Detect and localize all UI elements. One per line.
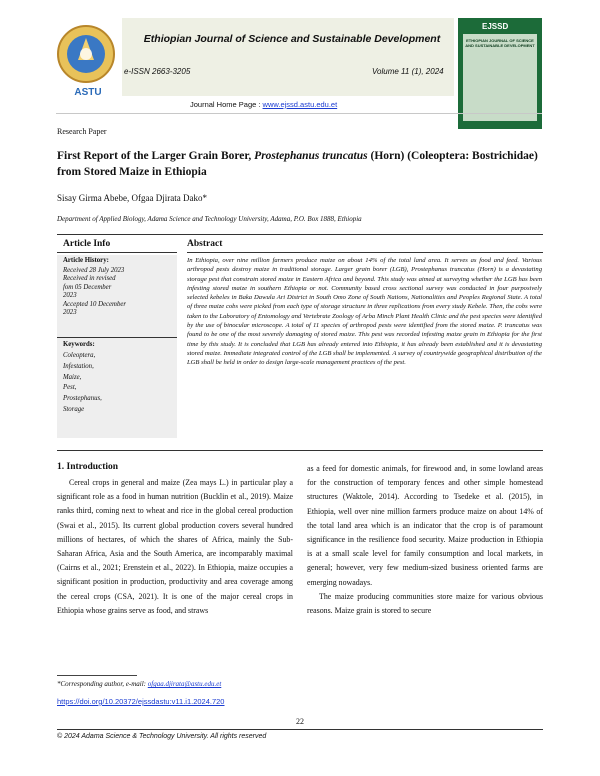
page-number: 22 xyxy=(296,717,304,726)
history-line: fom 05 December xyxy=(63,283,112,291)
keyword: Coleoptera, xyxy=(63,352,96,359)
abstract-heading: Abstract xyxy=(187,239,223,249)
keyword: Maize, xyxy=(63,373,82,381)
section-top-rule xyxy=(57,234,543,235)
history-label: Article History: xyxy=(63,257,109,264)
history-line: Accepted 10 December xyxy=(63,300,127,308)
intro-paragraph: as a feed for domestic animals, for firewood and, in some lowland areas for the construction of temporary fences and other simple homestead structures (Waktole, 2014). According to Tsedeke et al. (2015), in Ethiopia, well over nine million farmers produce maize on about 14% of the total land area which is an indicator that the crop is of paramount significance in the resilience food security. Maize production in Ethiopia is at a small scale level for family consumption and local markets, in general; however, very few medium-sized business oriented farms are emerging nowadays. xyxy=(307,464,543,587)
section-bottom-rule xyxy=(57,450,543,451)
keywords-list xyxy=(63,351,102,416)
copyright-rule xyxy=(57,729,543,730)
history-line: 2023 xyxy=(63,292,77,300)
doi-link[interactable]: https://doi.org/10.20372/ejssdastu:v11.i1.2024.720 xyxy=(57,697,225,706)
keywords-label: Keywords: xyxy=(63,341,95,348)
title-species: Prostephanus truncatus xyxy=(254,150,368,162)
cover-title: ETHIOPIAN JOURNAL OF SCIENCE AND SUSTAINABLE DEVELOPMENT xyxy=(465,38,535,48)
keyword: Pest, xyxy=(63,384,77,392)
introduction-heading: 1. Introduction xyxy=(57,462,119,472)
cover-inner-panel xyxy=(463,34,537,121)
article-info-heading: Article Info xyxy=(63,239,111,249)
affiliation: Department of Applied Biology, Adama Science and Technology University, Adama, P.O. Box 1888, Ethiopia xyxy=(57,215,362,223)
volume-info: Volume 11 (1), 2024 xyxy=(372,67,444,76)
intro-paragraph: Cereal crops in general and maize (Zea mays L.) in particular play a significant role as a food in human nutrition (Bucklin et al., 2019). Maize ranks third, coming next to wheat and rice in the global cereal production (Swai et al., 2015). Its current global production covers several hundred millions of hectares, of which the shares of Africa, mainly the Sub-Saharan Africa, Asia and the South America, are incomparably maximal (Cairns et al., 2021; Erenstein et al., 2022). In Ethiopia, maize occupies a significant position in production, productivity and area coverage among the cereal crops (CSA, 2021). It is one of the major cereal crops in Ethiopia whose grains serve as food, and straws xyxy=(57,478,293,615)
footnote-rule xyxy=(57,675,137,676)
corresponding-author-note xyxy=(57,680,221,688)
history-line: Received 28 July 2023 xyxy=(63,267,125,274)
authors: Sisay Girma Abebe, Ofgaa Djirata Dako* xyxy=(57,193,207,203)
homepage-label: Journal Home Page : xyxy=(190,100,263,109)
intro-right-column xyxy=(307,462,543,618)
cover-logo: EJSSD xyxy=(482,22,509,31)
paper-type: Research Paper xyxy=(57,127,107,136)
author-email-link[interactable]: ofgaa.djirata@astu.edu.et xyxy=(147,680,222,688)
keyword: Storage xyxy=(63,405,85,413)
history-list xyxy=(63,267,126,317)
article-info-box xyxy=(57,255,177,438)
astu-logo-icon xyxy=(56,24,116,84)
issn: e-ISSN 2663-3205 xyxy=(124,67,191,76)
abstract-heading-rule xyxy=(187,252,543,253)
info-heading-rule xyxy=(57,252,177,253)
keywords-rule xyxy=(57,337,177,338)
intro-paragraph: The maize producing communities store maize for various obvious reasons. Maize grain is stored to secure xyxy=(307,591,543,616)
paper-title xyxy=(57,148,543,180)
journal-header-band xyxy=(122,18,454,96)
keyword: Prostephanus, xyxy=(63,395,102,403)
footnote-label: *Corresponding author, e-mail: xyxy=(57,680,148,688)
history-line: Received in revised xyxy=(63,275,116,283)
journal-homepage xyxy=(190,100,337,109)
header-divider xyxy=(56,113,542,114)
keyword: Infestation, xyxy=(63,362,94,370)
copyright: © 2024 Adama Science & Technology University. All rights reserved xyxy=(57,733,267,740)
journal-title: Ethiopian Journal of Science and Sustainable Development xyxy=(143,33,441,45)
astu-logo-text: ASTU xyxy=(74,87,102,98)
title-part-1: First Report of the Larger Grain Borer, xyxy=(57,150,255,162)
history-line: 2023 xyxy=(63,309,77,317)
homepage-link[interactable]: www.ejssd.astu.edu.et xyxy=(262,100,338,109)
title-part-2: (Horn) (Coleoptera: Bostrichidae) from Stored Maize in Ethiopia xyxy=(57,150,538,178)
intro-left-column xyxy=(57,476,293,618)
abstract-text: In Ethiopia, over nine million farmers produce maize on about 14% of the total land area. It serves as food and feed. Various arthropod pests destroy maize in traditional storage. Larger grain borer (LGB), Prostephanus truncatus (Horn) is a devastating storage pest that constrain stored maize in Eastern Africa and beyond. This study was aimed at surveying whether the LGB has been infesting stored maize in southern Ethiopia or not. Community based cross sectional survey was conducted in four purposively selected kebeles in Baka Dawula Ari District in South Omo Zone of South Nations, Nationalities and Peoples Regional State. A total of three maize cobs were picked from each type of storage structure in three replications from every study Kebele. Then, the cobs were taken to the Laboratory of Entomology and Vertebrate Zoology of Arba Minch Plant Health Clinic and the pest species were identified by the use of binocular microscope. A total of 11 species of arthropod pests were identified from the stored maize. P. truncatus was found to be one of the most severely damaging of stored maize. This pest was recorded infesting maize grain in Ethiopia for the first time by this study. It is concluded that LGB has already entered into Ethiopia, it has already been established and it is devastating stored maize. Immediate integrated control of the LGB shall be implemented. A survey of countrywide geographical distribution of the LGB shall be held in order to design large-scale management practices of the pest. xyxy=(187,257,542,367)
